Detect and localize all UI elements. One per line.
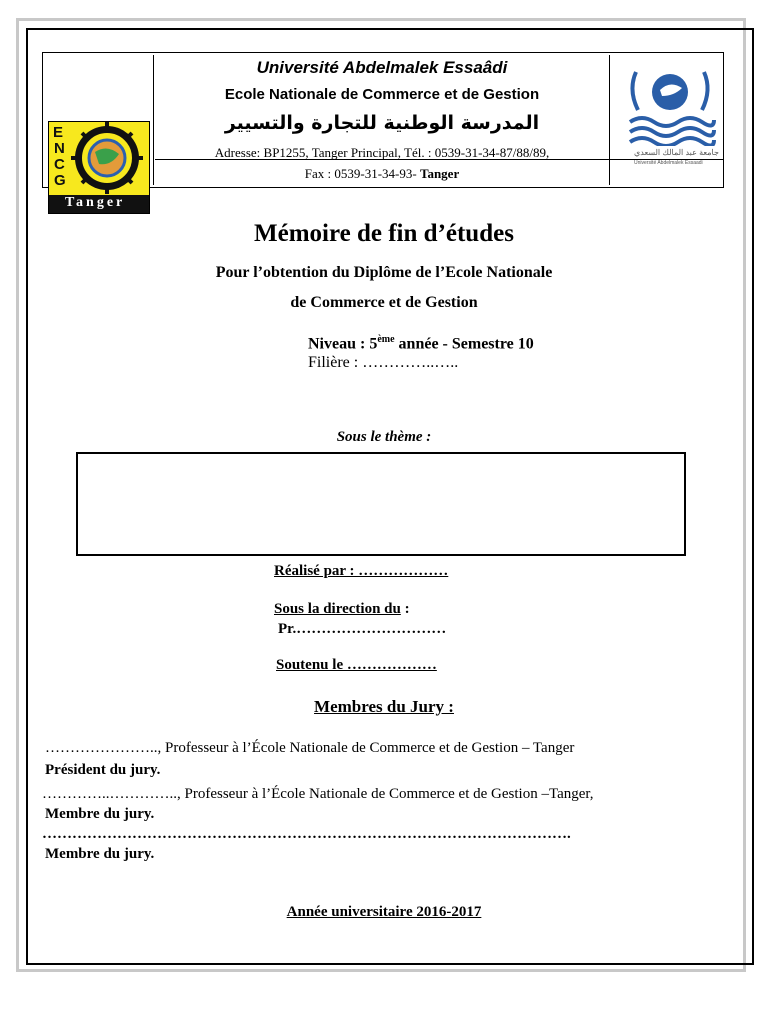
jury-title: Membres du Jury : xyxy=(314,697,454,716)
encg-letter-g: G xyxy=(54,172,66,189)
jury-role-1: Président du jury. xyxy=(45,762,161,778)
uae-caption-ar: جامعة عبد المالك السعدي xyxy=(634,148,719,157)
document-title: Mémoire de fin d’études xyxy=(254,220,514,247)
niveau-label: Niveau : 5 xyxy=(308,335,378,353)
uae-caption-fr: Université Abdelmalek Essaadi xyxy=(634,160,703,166)
direction-colon: : xyxy=(400,601,410,617)
niveau-rest: année - Semestre 10 xyxy=(394,335,534,353)
fax-number: Fax : 0539-31-34-93- xyxy=(304,166,417,181)
fax-city: Tanger xyxy=(419,166,460,181)
theme-box[interactable] xyxy=(76,452,686,556)
university-name: Université Abdelmalek Essaâdi xyxy=(256,58,508,77)
jury-member-1: ………………….., Professeur à l’École Nationale de Commerce et de Gestion – Tanger xyxy=(45,740,575,756)
jury-member-3: ……………………………………………………………………………………………. xyxy=(42,826,571,842)
realise-par: Réalisé par : ……………… xyxy=(274,563,449,579)
school-fax xyxy=(152,166,612,182)
school-address: Adresse: BP1255, Tanger Principal, Tél. : 0539-31-34-87/88/89, xyxy=(214,145,550,160)
encg-letter-e: E xyxy=(53,124,64,141)
jury-member-2: …………..………….., Professeur à l’École Nationale de Commerce et de Gestion –Tanger, xyxy=(42,786,594,802)
theme-label: Sous le thème : xyxy=(336,429,432,445)
filiere-line: Filière : …………..….. xyxy=(308,354,459,371)
subtitle-line-1: Pour l’obtention du Diplôme de l’Ecole Nationale xyxy=(215,264,553,281)
academic-year: Année universitaire 2016-2017 xyxy=(286,904,482,920)
niveau-superscript: ème xyxy=(377,334,395,345)
encg-city-label: Tanger xyxy=(65,195,126,210)
encg-letter-n: N xyxy=(54,140,65,157)
direction-label xyxy=(274,601,410,618)
encg-logo xyxy=(48,121,150,214)
jury-role-3: Membre du jury. xyxy=(45,846,155,862)
subtitle-line-2: de Commerce et de Gestion xyxy=(290,294,478,311)
uae-logo xyxy=(622,66,718,174)
niveau-line xyxy=(308,334,534,353)
direction-professor: Pr.………………………… xyxy=(278,621,447,637)
encg-letter-c: C xyxy=(54,156,65,173)
jury-role-2: Membre du jury. xyxy=(45,806,155,822)
direction-label-text: Sous la direction du xyxy=(274,601,401,617)
school-name-ar: المدرسة الوطنية للتجارة والتسيير xyxy=(224,112,540,134)
uae-logo-emblem xyxy=(622,66,718,146)
school-name-fr: Ecole Nationale de Commerce et de Gestion xyxy=(224,86,540,103)
soutenu-le: Soutenu le ……………… xyxy=(276,657,437,673)
